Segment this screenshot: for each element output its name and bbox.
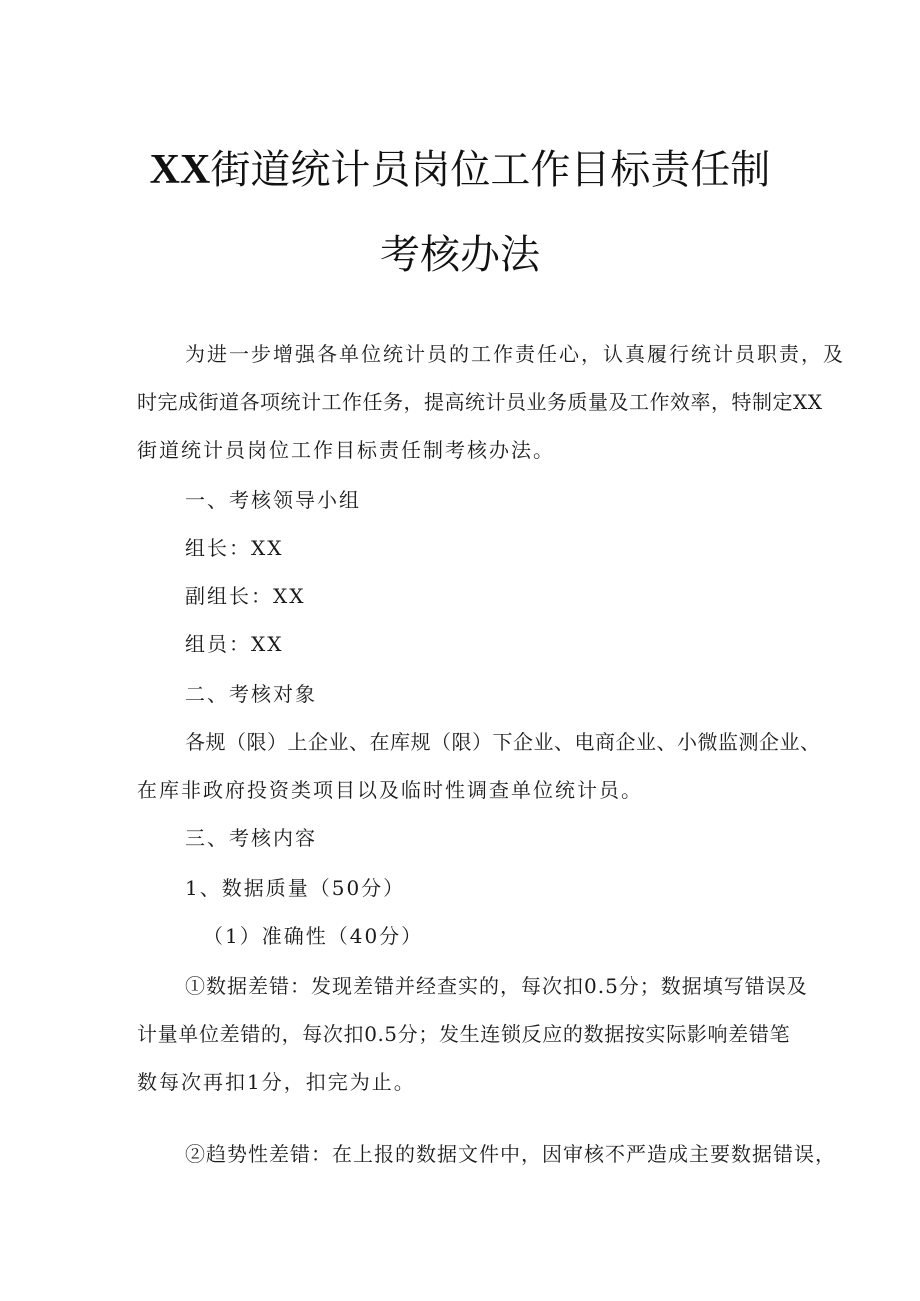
- rule-1-line-2: 计量单位差错的，每次扣0.5分；发生连锁反应的数据按实际影响差错笔: [137, 1022, 790, 1046]
- rule-1-line-3: 数每次再扣1分，扣完为止。: [137, 1070, 416, 1094]
- section-1-heading: 一、考核领导小组: [185, 488, 361, 512]
- intro-line-3: 街道统计员岗位工作目标责任制考核办法。: [137, 438, 555, 462]
- item-1-heading: 1、数据质量（50分）: [185, 876, 406, 900]
- leader-line: 组长：XX: [185, 536, 284, 560]
- rule-2-line-1: ②趋势性差错：在上报的数据文件中，因审核不严造成主要数据错误，: [185, 1142, 836, 1166]
- intro-line-1: 为进一步增强各单位统计员的工作责任心，认真履行统计员职责，及: [185, 342, 845, 366]
- member-line: 组员：XX: [185, 632, 284, 656]
- intro-line-2: 时完成街道各项统计工作任务，提高统计员业务质量及工作效率，特制定XX: [137, 390, 823, 414]
- title-prefix: XX: [149, 147, 211, 193]
- section-2-heading: 二、考核对象: [185, 682, 317, 706]
- targets-line-1: 各规（限）上企业、在库规（限）下企业、电商企业、小微监测企业、: [185, 730, 821, 754]
- document-title-line-1: [0, 138, 920, 195]
- document-title-line-2: 考核办法: [380, 232, 540, 278]
- deputy-leader-line: 副组长：XX: [185, 584, 306, 608]
- item-1-sub-1: （1）准确性（40分）: [203, 924, 424, 948]
- section-3-heading: 三、考核内容: [185, 826, 317, 850]
- targets-line-2: 在库非政府投资类项目以及临时性调查单位统计员。: [137, 778, 643, 802]
- rule-1-line-1: ①数据差错：发现差错并经查实的，每次扣0.5分；数据填写错误及: [185, 974, 808, 998]
- title-main: 街道统计员岗位工作目标责任制: [210, 147, 771, 193]
